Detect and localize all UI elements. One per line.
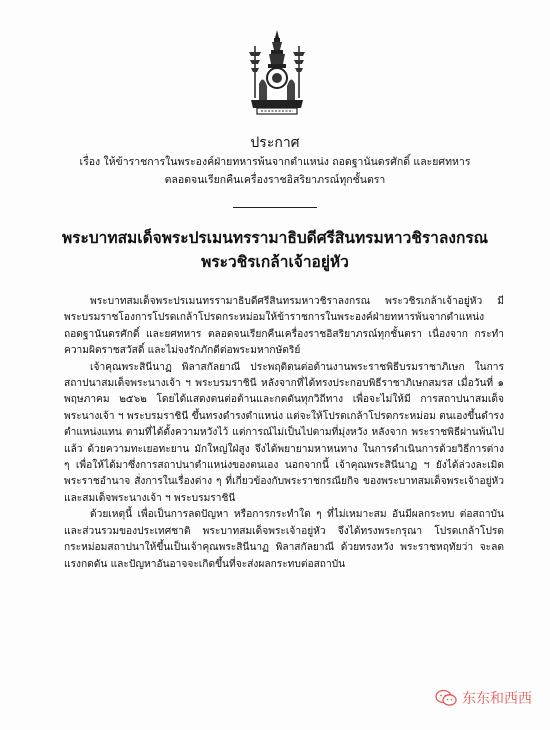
watermark-text: 东东和西西 (462, 691, 532, 707)
royal-title (20, 226, 530, 274)
wechat-icon (435, 689, 457, 707)
subject-line-1: เรื่อง ให้ข้าราชการในพระองค์ฝ่ายทหารพ้นจากตำแหน่ง ถอดฐานันดรศักดิ์ และยศทหาร (79, 156, 471, 168)
body-paragraph-2: เจ้าคุณพระสินีนาฏ พิลาสกัลยาณี ประพฤติตนต่อต้านงานพระราชพิธีบรมราชาภิเษก ในการสถาปนาสมเด็จพระนางเจ้า ฯ พระบรมราชินี หลังจากที่ได้ทรงประกอบพิธีราชาภิเษกสมรส เมื่อวันที่ ๑ พฤษภาคม ๒๕๖๒ โดยได้แสดงตนต่อต้านและกดดันทุกวิถีทาง เพื่อจะไม่ให้มี การสถาปนาสมเด็จพระนางเจ้า ฯ พระบรมราชินี ขึ้นทรงดำรงตำแหน่ง แต่จะให้โปรดเกล้าโปรดกระหม่อม ตนเองขึ้นดำรงตำแหน่งแทน ตามที่ได้ตั้งความหวังไว้ แต่การณ์ไม่เป็นไปตามที่มุ่งหวัง หลังจาก พระราชพิธีผ่านพ้นไปแล้ว ด้วยความทะเยอทะยาน มักใหญ่ใฝ่สูง จึงได้พยายามหาหนทาง ในการดำเนินการด้วยวิธีการต่าง ๆ เพื่อให้ได้มาซึ่งการสถาปนาตำแหน่งของตนเอง นอกจากนี้ เจ้าคุณพระสินีนาฏ ฯ ยังได้ล่วงละเมิดพระราชอำนาจ สั่งการในเรื่องต่าง ๆ ที่เกี่ยวข้องกับพระราชกรณียกิจ ของพระบาทสมเด็จพระเจ้าอยู่หัว และสมเด็จพระนางเจ้า ฯ พระบรมราชินี (64, 361, 504, 504)
announcement-heading: ประกาศ (250, 135, 300, 151)
announcement-subject (40, 153, 510, 189)
royal-emblem-icon (243, 28, 311, 118)
divider-line (233, 207, 317, 208)
royal-title-line-1: พระบาทสมเด็จพระปรเมนทรรามาธิบดีศรีสินทรมหาวชิราลงกรณ (61, 228, 489, 247)
body-paragraph-1: พระบาทสมเด็จพระปรเมนทรรามาธิบดีศรีสินทรมหาวชิราลงกรณ พระวชิรเกล้าเจ้าอยู่หัว มีพระบรมราชโองการโปรดเกล้าโปรดกระหม่อมให้ข้าราชการในพระองค์ฝ่ายทหารพ้นจากตำแหน่ง ถอดฐานันดรศักดิ์ และยศทหาร ตลอดจนเรียกคืนเครื่องราชอิสริยาภรณ์ทุกชั้นตรา เนื่องจาก กระทำความผิดราชสวัสดิ์ และไม่จงรักภักดีต่อพระมหากษัตริย์ (64, 296, 504, 357)
announcement-body (64, 294, 504, 573)
watermark (435, 688, 532, 708)
subject-line-2: ตลอดจนเรียกคืนเครื่องราชอิสริยาภรณ์ทุกชั้นตรา (164, 174, 386, 186)
body-paragraph-3: ด้วยเหตุนี้ เพื่อเป็นการลดปัญหา หรือการกระทำใด ๆ ที่ไม่เหมาะสม อันมีผลกระทบ ต่อสถาบันและส่วนรวมของประเทศชาติ พระบาทสมเด็จพระเจ้าอยู่หัว จึงได้ทรงพระกรุณา โปรดเกล้าโปรดกระหม่อมสถาปนาให้ขึ้นเป็นเจ้าคุณพระสินีนาฏ พิลาสกัลยาณี ด้วยทรงหวัง พระราชหฤทัยว่า จะลดแรงกดดัน และปัญหาอันอาจจะเกิดขึ้นที่จะส่งผลกระทบต่อสถาบัน (64, 509, 504, 570)
royal-title-line-2: พระวชิรเกล้าเจ้าอยู่หัว (201, 252, 349, 271)
